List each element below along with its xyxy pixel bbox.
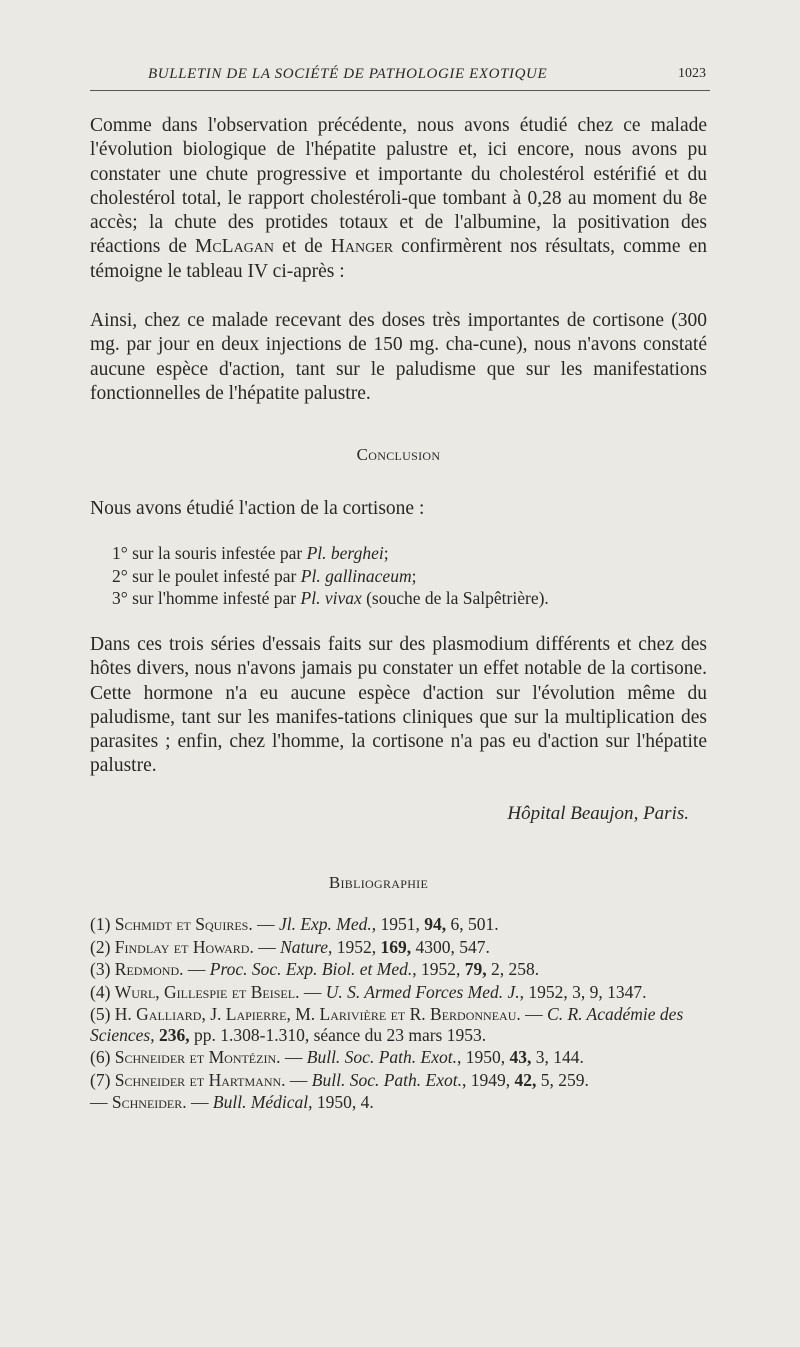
conclusion-list xyxy=(112,542,712,610)
bibliography-list xyxy=(90,914,712,1115)
bibliography-entry: (5) H. Galliard, J. Lapierre, M. Larivière et R. Berdonneau. — C. R. Académie des Sciences, 236, pp. 1.308-1.310, séance du 23 mars 1953. xyxy=(90,1004,684,1045)
bibliography-entry: — Schneider. — Bull. Médical, 1950, 4. xyxy=(90,1092,374,1112)
bibliography-entry: (3) Redmond. — Proc. Soc. Exp. Biol. et Med., 1952, 79, 2, 258. xyxy=(90,959,540,979)
signature: Hôpital Beaujon, Paris. xyxy=(507,803,689,824)
conclusion-closing xyxy=(90,633,707,779)
list-item: 3° sur l'homme infesté par Pl. vivax (souche de la Salpêtrière). xyxy=(112,588,549,608)
signature-city: Paris. xyxy=(643,803,689,824)
bibliography-entry: (2) Findlay et Howard. — Nature, 1952, 169, 4300, 547. xyxy=(90,936,490,957)
bibliography-entry: (7) Schneider et Hartmann. — Bull. Soc. Path. Exot., 1949, 42, 5, 259. xyxy=(90,1069,589,1090)
conclusion-heading: Conclusion xyxy=(356,445,441,464)
conclusion-closing-text: Dans ces trois séries d'essais faits sur des plasmodium différents et chez des hôtes divers, nous n'avons jamais pu constater un effet notable de la cortisone. Cette hormone n'a eu aucune espèce d'action sur l'évolution même du paludisme, tant sur les manifes-tations cliniques que sur la multiplication des parasites ; enfin, chez l'homme, la cortisone n'a pas eu d'action sur l'hépatite palustre. xyxy=(90,634,707,777)
list-item: 2° sur le poulet infesté par Pl. gallinaceum; xyxy=(112,565,417,586)
paragraph-1 xyxy=(90,114,707,284)
paragraph-2 xyxy=(90,309,707,406)
bibliography-heading: Bibliographie xyxy=(328,873,429,892)
list-item: 1° sur la souris infestée par Pl. berghei; xyxy=(112,543,389,563)
running-title: BULLETIN DE LA SOCIÉTÉ DE PATHOLOGIE EXOTIQUE xyxy=(148,66,548,82)
signature-place: Hôpital Beaujon xyxy=(507,803,634,824)
paragraph-1-text: Comme dans l'observation précédente, nous avons étudié chez ce malade l'évolution biologique de l'hépatite palustre et, ici encore, nous avons pu constater une chute progressive et importante du cholestérol estérifié et du cholestérol total, le rapport cholestéroli-que tombant à 0,28 au moment du 8e accès; la chute des protides totaux et de l'albumine, la positivation des réactions de McLagan et de Hanger confirmèrent nos résultats, comme en témoigne le tableau IV ci-après : xyxy=(90,115,708,282)
bibliography-entry: (4) Wurl, Gillespie et Beisel. — U. S. Armed Forces Med. J., 1952, 3, 9, 1347. xyxy=(90,981,647,1002)
author-name: Hanger xyxy=(330,236,394,258)
author-name: McLagan xyxy=(194,236,275,258)
bibliography-entry: (1) Schmidt et Squires. — Jl. Exp. Med., 1951, 94, 6, 501. xyxy=(90,914,499,934)
bibliography-entry: (6) Schneider et Montézin. — Bull. Soc. Path. Exot., 1950, 43, 3, 144. xyxy=(90,1047,584,1067)
page-header xyxy=(90,66,710,91)
page-number: 1023 xyxy=(678,66,706,81)
paragraph-2-text: Ainsi, chez ce malade recevant des doses très importantes de cortisone (300 mg. par jour en deux injections de 150 mg. cha-cune), nous n'avons constaté aucune espèce d'action, tant sur le paludisme que sur les manifestations fonctionnelles de l'hépatite palustre. xyxy=(90,310,707,404)
conclusion-intro: Nous avons étudié l'action de la cortisone : xyxy=(90,498,425,519)
